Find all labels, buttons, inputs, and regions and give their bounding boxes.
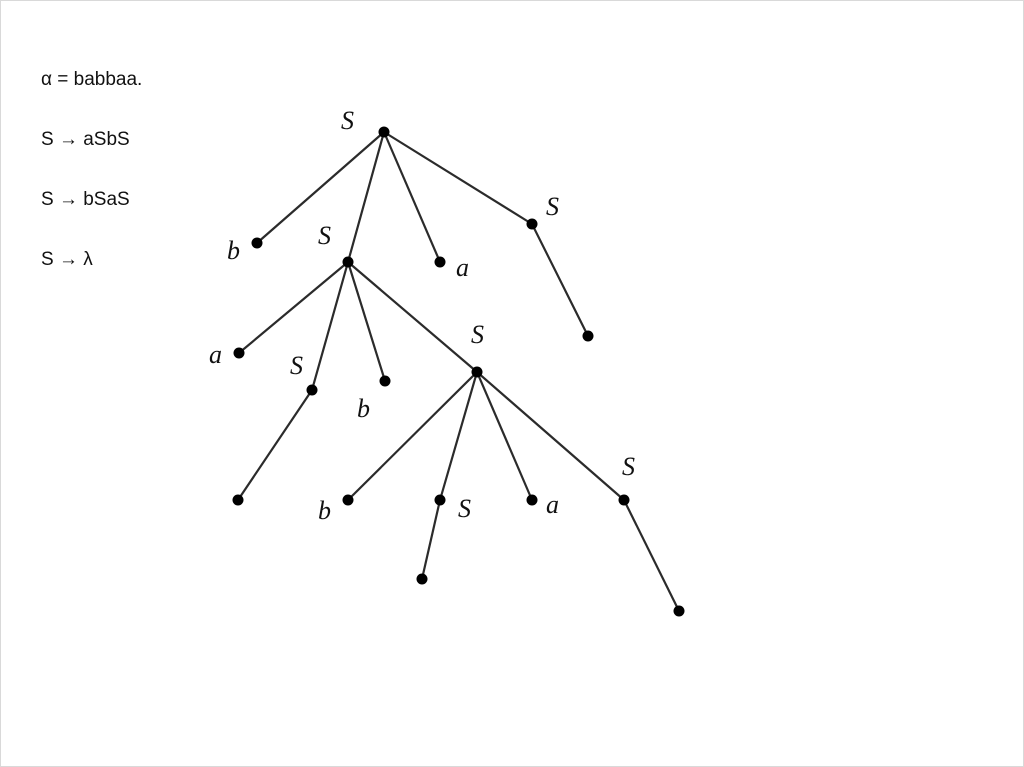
- rule-lambda: S → λ: [41, 249, 93, 270]
- tree-edge-s2-a2: [239, 262, 348, 353]
- tree-label-s4: S: [290, 351, 303, 380]
- tree-edge-root-a1: [384, 132, 440, 262]
- tree-label-b1: b: [227, 236, 240, 265]
- tree-edge-s3-l3: [532, 224, 588, 336]
- tree-node-l3: [583, 331, 594, 342]
- tree-edge-s5-s7: [477, 372, 624, 500]
- tree-edge-s4-l4: [238, 390, 312, 500]
- tree-node-l4: [233, 495, 244, 506]
- tree-node-s7: [619, 495, 630, 506]
- tree-node-root: [379, 127, 390, 138]
- tree-node-l6: [417, 574, 428, 585]
- tree-node-s5: [472, 367, 483, 378]
- tree-node-s4: [307, 385, 318, 396]
- tree-edge-root-s2: [348, 132, 384, 262]
- tree-label-a1: a: [456, 253, 469, 282]
- tree-node-l7: [674, 606, 685, 617]
- tree-label-s2: S: [318, 221, 331, 250]
- tree-node-s6: [435, 495, 446, 506]
- tree-edge-s2-s4: [312, 262, 348, 390]
- tree-label-a3: a: [546, 490, 559, 519]
- tree-label-s5: S: [471, 320, 484, 349]
- tree-edge-s7-l7: [624, 500, 679, 611]
- tree-label-b2: b: [357, 394, 370, 423]
- tree-node-b3: [343, 495, 354, 506]
- tree-label-b3: b: [318, 496, 331, 525]
- tree-edge-s5-a3: [477, 372, 532, 500]
- tree-label-root: S: [341, 106, 354, 135]
- target-string: α = babbaa.: [41, 69, 143, 90]
- tree-label-s3: S: [546, 192, 559, 221]
- tree-node-s3: [527, 219, 538, 230]
- tree-edge-root-s3: [384, 132, 532, 224]
- tree-node-s2: [343, 257, 354, 268]
- tree-node-b1: [252, 238, 263, 249]
- tree-node-b2: [380, 376, 391, 387]
- parse-tree: [1, 1, 1023, 766]
- tree-label-a2: a: [209, 340, 222, 369]
- rule-asbs: S → aSbS: [41, 129, 130, 150]
- tree-node-a1: [435, 257, 446, 268]
- tree-edge-s6-l6: [422, 500, 440, 579]
- tree-node-a2: [234, 348, 245, 359]
- tree-node-a3: [527, 495, 538, 506]
- tree-edge-s2-b2: [348, 262, 385, 381]
- tree-label-s6: S: [458, 494, 471, 523]
- rule-bsas: S → bSaS: [41, 189, 130, 210]
- tree-label-s7: S: [622, 452, 635, 481]
